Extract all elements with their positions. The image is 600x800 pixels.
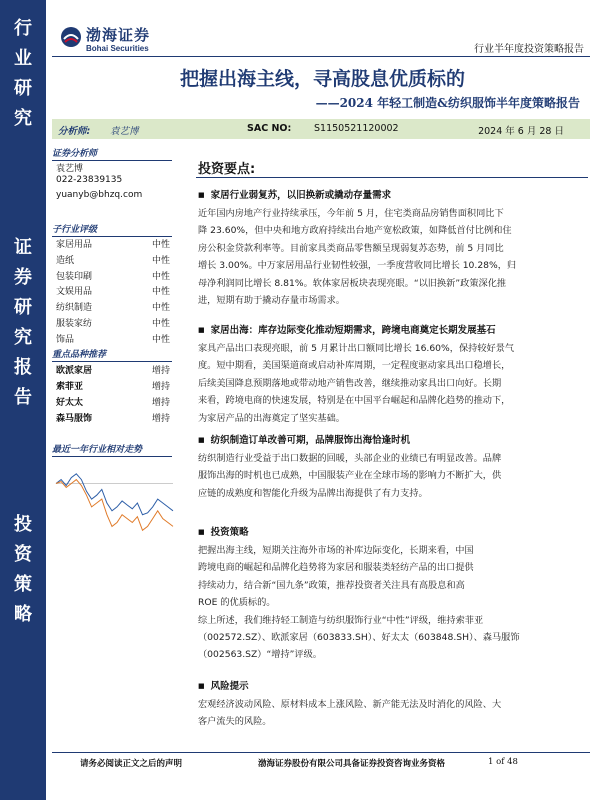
- section-heading: ■ 家居行业弱复苏，以旧换新或撬动存量需求: [198, 187, 391, 201]
- analyst-label: 分析师:: [58, 126, 91, 137]
- paragraph-line: 近年国内房地产行业持续承压，今年前 5 月，住宅类商品房销售面积同比下: [198, 208, 504, 219]
- report-title: 把握出海主线，寻高股息优质标的: [179, 68, 465, 90]
- paragraph-line: （002572.SZ）、欧派家居（603833.SH）、好太太（603848.SH）、森马服饰: [198, 632, 520, 644]
- paragraph-line: 降 23.60%，但中央和地方政府持续出台地产宽松政策，如降低首付比例和住: [198, 225, 512, 237]
- paragraph-line: 母净利润同比增长 8.81%。软体家居板块表现亮眼。“以旧换新”政策深化推: [198, 277, 507, 289]
- section-paragraph: [198, 340, 550, 427]
- section-paragraph: [198, 450, 550, 502]
- paragraph-line: 为家居产品的出海奠定了坚实基础。: [198, 412, 345, 424]
- trend-chart: [52, 458, 177, 550]
- paragraph-line: 客户流失的风险。: [198, 716, 272, 728]
- paragraph-line: 增长 3.00%。中万家居用品行业韧性较强，一季度营收同比增长 10.28%，归: [198, 260, 517, 272]
- paragraph-line: 综上所述，我们维持轻工制造与纺织服饰行业“中性”评级，维持索菲亚: [198, 614, 484, 626]
- paragraph-line: 持续动力，结合新“国九条”政策，推荐投资者关注具有高股息和高: [198, 579, 465, 591]
- logo-text-cn: 渤海证券: [86, 26, 151, 44]
- paragraph-line: 应链的成熟度和智能化升级为品牌出海提供了有力支持。: [198, 487, 428, 499]
- section-paragraph: [198, 205, 550, 309]
- report-subtitle: ——2024 年轻工制造&纺织服饰半年度策略报告: [315, 96, 580, 110]
- key-stocks-heading: 重点品种推荐: [52, 347, 172, 362]
- paragraph-line: 家具产品出口表现亮眼，前 5 月累计出口额同比增长 16.60%，保持较好景气: [198, 343, 515, 354]
- page-number: 1 of 48: [488, 757, 518, 767]
- analyst-name: 袁艺博: [110, 126, 139, 137]
- section-heading: ■ 投资策略: [198, 524, 249, 538]
- paragraph-line: 宏观经济波动风险、原材料成本上涨风险、新产能无法及时消化的风险、大: [198, 699, 502, 710]
- paragraph-line: 把握出海主线，短期关注海外市场的补库边际变化，长期来看，中国: [198, 545, 474, 556]
- trend-chart-heading: 最近一年行业相对走势: [52, 442, 172, 457]
- report-date: 2024 年 6 月 28 日: [478, 126, 564, 137]
- report-type: 行业半年度投资策略报告: [474, 44, 584, 55]
- paragraph-line: ROE 的优质标的。: [198, 597, 276, 609]
- footer-disclaimer: 请务必阅读正文之后的声明: [80, 759, 183, 769]
- sidebar-text-securities-report: 证 券 研 究 报 告: [14, 237, 32, 408]
- analyst-contact-name: 袁艺博: [56, 164, 84, 174]
- paragraph-line: 来看，跨境电商的快速发展，特别是在中国平台崛起和品牌化趋势的推动下，: [198, 395, 511, 407]
- analyst-section-heading: 证券分析师: [52, 146, 172, 161]
- paragraph-line: 进，短期有助于撬动存量市场需求。: [198, 295, 345, 307]
- analyst-bar: [52, 119, 590, 139]
- section-heading: ■ 风险提示: [198, 678, 249, 692]
- sac-label: SAC NO:: [247, 123, 292, 134]
- section-heading: ■ 纺织制造订单改善可期，品牌服饰出海恰逢时机: [198, 432, 410, 446]
- logo-mark-icon: [60, 26, 82, 48]
- header-divider: [52, 56, 590, 57]
- paragraph-line: 服饰出海的时机也已成熟，中国服装产业在全球市场的影响力不断扩大，供: [198, 470, 502, 482]
- sac-number: S1150521120002: [314, 123, 399, 134]
- logo-text-en: Bohai Securities: [86, 44, 149, 53]
- paragraph-line: （002563.SZ）“增持”评级。: [198, 649, 322, 661]
- chart-series-line-0: [56, 474, 173, 515]
- section-heading: ■ 家居出海：库存边际变化推动短期需求，跨境电商奠定长期发展基石: [198, 322, 496, 336]
- footer-qualification: 渤海证券股份有限公司具备证券投资咨询业务资格: [258, 759, 446, 769]
- paragraph-line: 后续美国降息预期落地或带动地产销售改善，继续推动家具出口向好。长期: [198, 377, 502, 389]
- footer-divider: [52, 752, 590, 753]
- chart-series-line-1: [56, 480, 173, 531]
- section-paragraph: [198, 542, 550, 664]
- investment-points-heading: 投资要点:: [198, 162, 256, 177]
- industry-rating-heading: 子行业评级: [52, 222, 172, 237]
- points-divider: [196, 177, 588, 178]
- paragraph-line: 房公积金贷款利率等。目前家具类商品零售额呈现弱复苏态势，前 5 月同比: [198, 242, 504, 254]
- analyst-email[interactable]: yuanyb@bhzq.com: [56, 190, 143, 200]
- paragraph-line: 纺织制造行业受益于出口数据的回暖，头部企业的业绩已有明显改善。品牌: [198, 453, 502, 464]
- analyst-phone: 022-23839135: [56, 175, 123, 185]
- paragraph-line: 度。短中期看，美国渠道商或启动补库周期，一定程度驱动家具出口稳增长，: [198, 360, 511, 372]
- sidebar-text-industry-research: 行 业 研 究: [14, 18, 32, 129]
- section-paragraph: [198, 696, 550, 731]
- sidebar-text-investment-strategy: 投 资 策 略: [14, 514, 32, 625]
- paragraph-line: 跨境电商的崛起和品牌化趋势将为家居和服装类轻纺产品的出口提供: [198, 562, 474, 574]
